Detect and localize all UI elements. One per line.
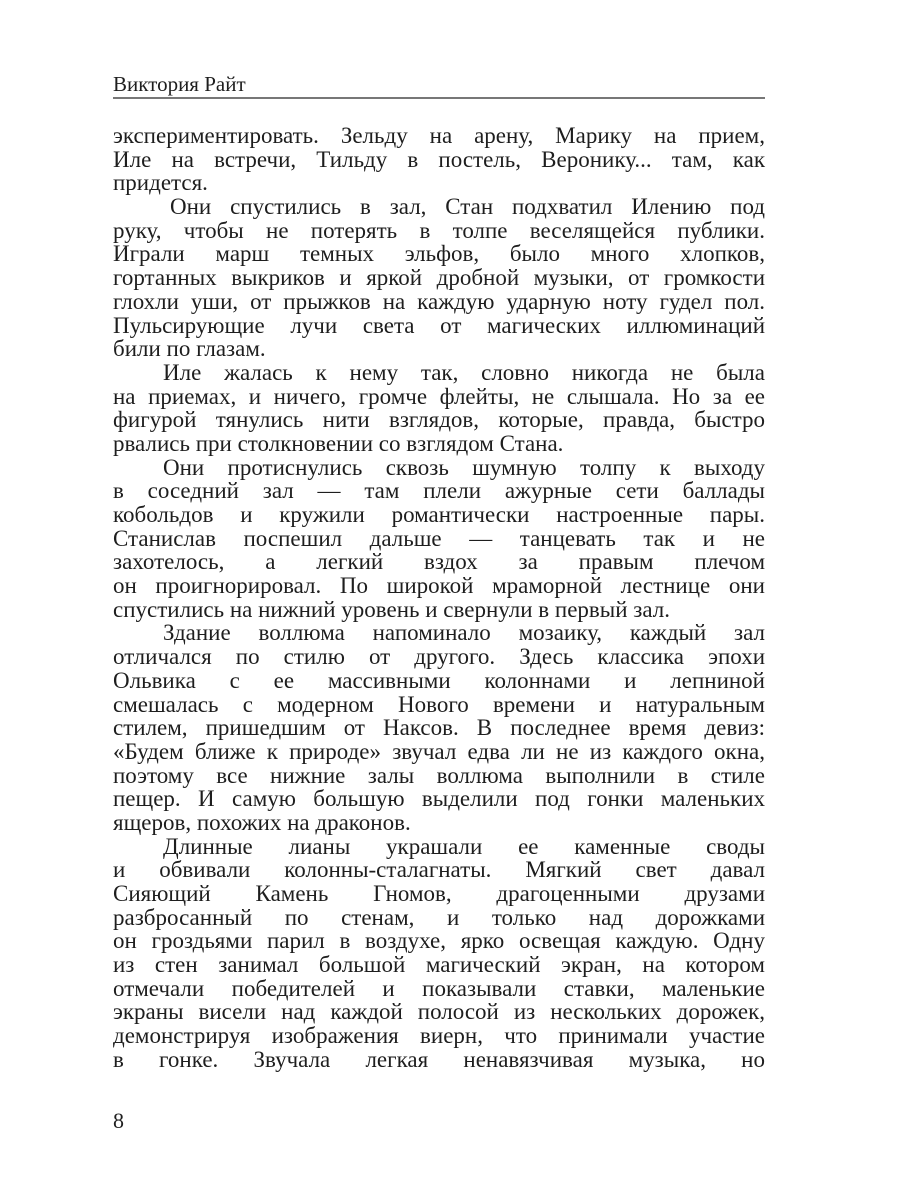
text-line: экспериментировать. Зельду на арену, Марику на прием,: [113, 123, 765, 148]
text-line: демонстрируя изображения виерн, что принимали участие: [113, 1023, 765, 1049]
text-line: поэтому все нижние залы воллюма выполнили в стиле: [113, 762, 765, 788]
text-line: кобольдов и кружили романтически настроенные пары.: [113, 502, 765, 527]
text-line: разбросанный по стенам, и только над дорожками: [113, 904, 765, 930]
text-line: Иле на встречи, Тильду в постель, Веронику... там, как: [113, 146, 765, 172]
text-line: рвались при столкновении со взглядом Стана.: [113, 430, 564, 456]
text-line: стилем, пришедшим от Наксов. В последнее время девиз:: [113, 715, 765, 741]
text-line: ящеров, похожих на драконов.: [113, 809, 411, 835]
text-line: он гроздьями парил в воздухе, ярко освещая каждую. Одну: [113, 928, 765, 954]
text-line: «Будем ближе к природе» звучал едва ли не из каждого окна,: [113, 738, 765, 764]
text-line: Здание воллюма напоминало мозаику, каждый зал: [163, 620, 765, 646]
text-line: захотелось, а легкий вздох за правым плечом: [113, 549, 765, 575]
text-line: Пульсирующие лучи света от магических иллюминаций: [113, 312, 765, 338]
text-line: Играли марш темных эльфов, было много хлопков,: [113, 241, 765, 267]
text-line: били по глазам.: [113, 336, 266, 362]
text-line: руку, чтобы не потерять в толпе веселящейся публики.: [113, 217, 765, 243]
text-line: Станислав поспешил дальше — танцевать так и не: [113, 525, 765, 551]
text-line: гортанных выкриков и яркой дробной музыки, от громкости: [113, 265, 765, 291]
paragraph: [113, 195, 765, 361]
text-line: Они протиснулись сквозь шумную толпу к выходу: [163, 454, 765, 480]
text-line: экраны висели над каждой полосой из нескольких дорожек,: [113, 999, 765, 1025]
text-line: фигурой тянулись нити взглядов, которые, правда, быстро: [113, 407, 765, 433]
text-line: и обвивали колонны-сталагнаты. Мягкий свет давал: [113, 857, 765, 883]
text-line: в соседний зал — там плели ажурные сети баллады: [113, 478, 765, 504]
text-line: Иле жалась к нему так, словно никогда не была: [163, 359, 765, 385]
paragraph: [113, 835, 765, 1072]
text-line: спустились на нижний уровень и свернули в первый зал.: [113, 596, 671, 622]
text-line: в гонке. Звучала легкая ненавязчивая музыка, но: [113, 1046, 765, 1072]
running-head-author: Виктория Райт: [113, 72, 246, 96]
text-line: на приемах, и ничего, громче флейты, не слышала. Но за ее: [113, 383, 765, 409]
paragraph: [113, 621, 765, 834]
text-line: Сияющий Камень Гномов, драгоценными друзами: [113, 881, 765, 906]
page-body-text: [113, 124, 765, 1072]
text-line: Ольвика с ее массивными колоннами и лепниной: [113, 667, 765, 693]
text-line: Они спустились в зал, Стан подхватил Илению под: [170, 194, 765, 220]
text-line: придется.: [113, 170, 208, 196]
text-line: пещер. И самую большую выделили под гонки маленьких: [113, 786, 765, 812]
paragraph: [113, 456, 765, 622]
page-number: 8: [113, 1108, 124, 1133]
text-line: отмечали победителей и показывали ставки, маленькие: [113, 975, 765, 1001]
header-rule: [113, 97, 765, 99]
text-line: Длинные лианы украшали ее каменные своды: [163, 833, 765, 859]
paragraph: [113, 124, 765, 195]
text-line: он проигнорировал. По широкой мраморной лестнице они: [113, 573, 765, 599]
text-line: глохли уши, от прыжков на каждую ударную ноту гудел пол.: [113, 288, 765, 314]
text-line: из стен занимал большой магический экран, на котором: [113, 952, 765, 978]
paragraph: [113, 361, 765, 456]
text-line: отличался по стилю от другого. Здесь классика эпохи: [113, 644, 765, 670]
text-line: смешалась с модерном Нового времени и натуральным: [113, 691, 765, 717]
